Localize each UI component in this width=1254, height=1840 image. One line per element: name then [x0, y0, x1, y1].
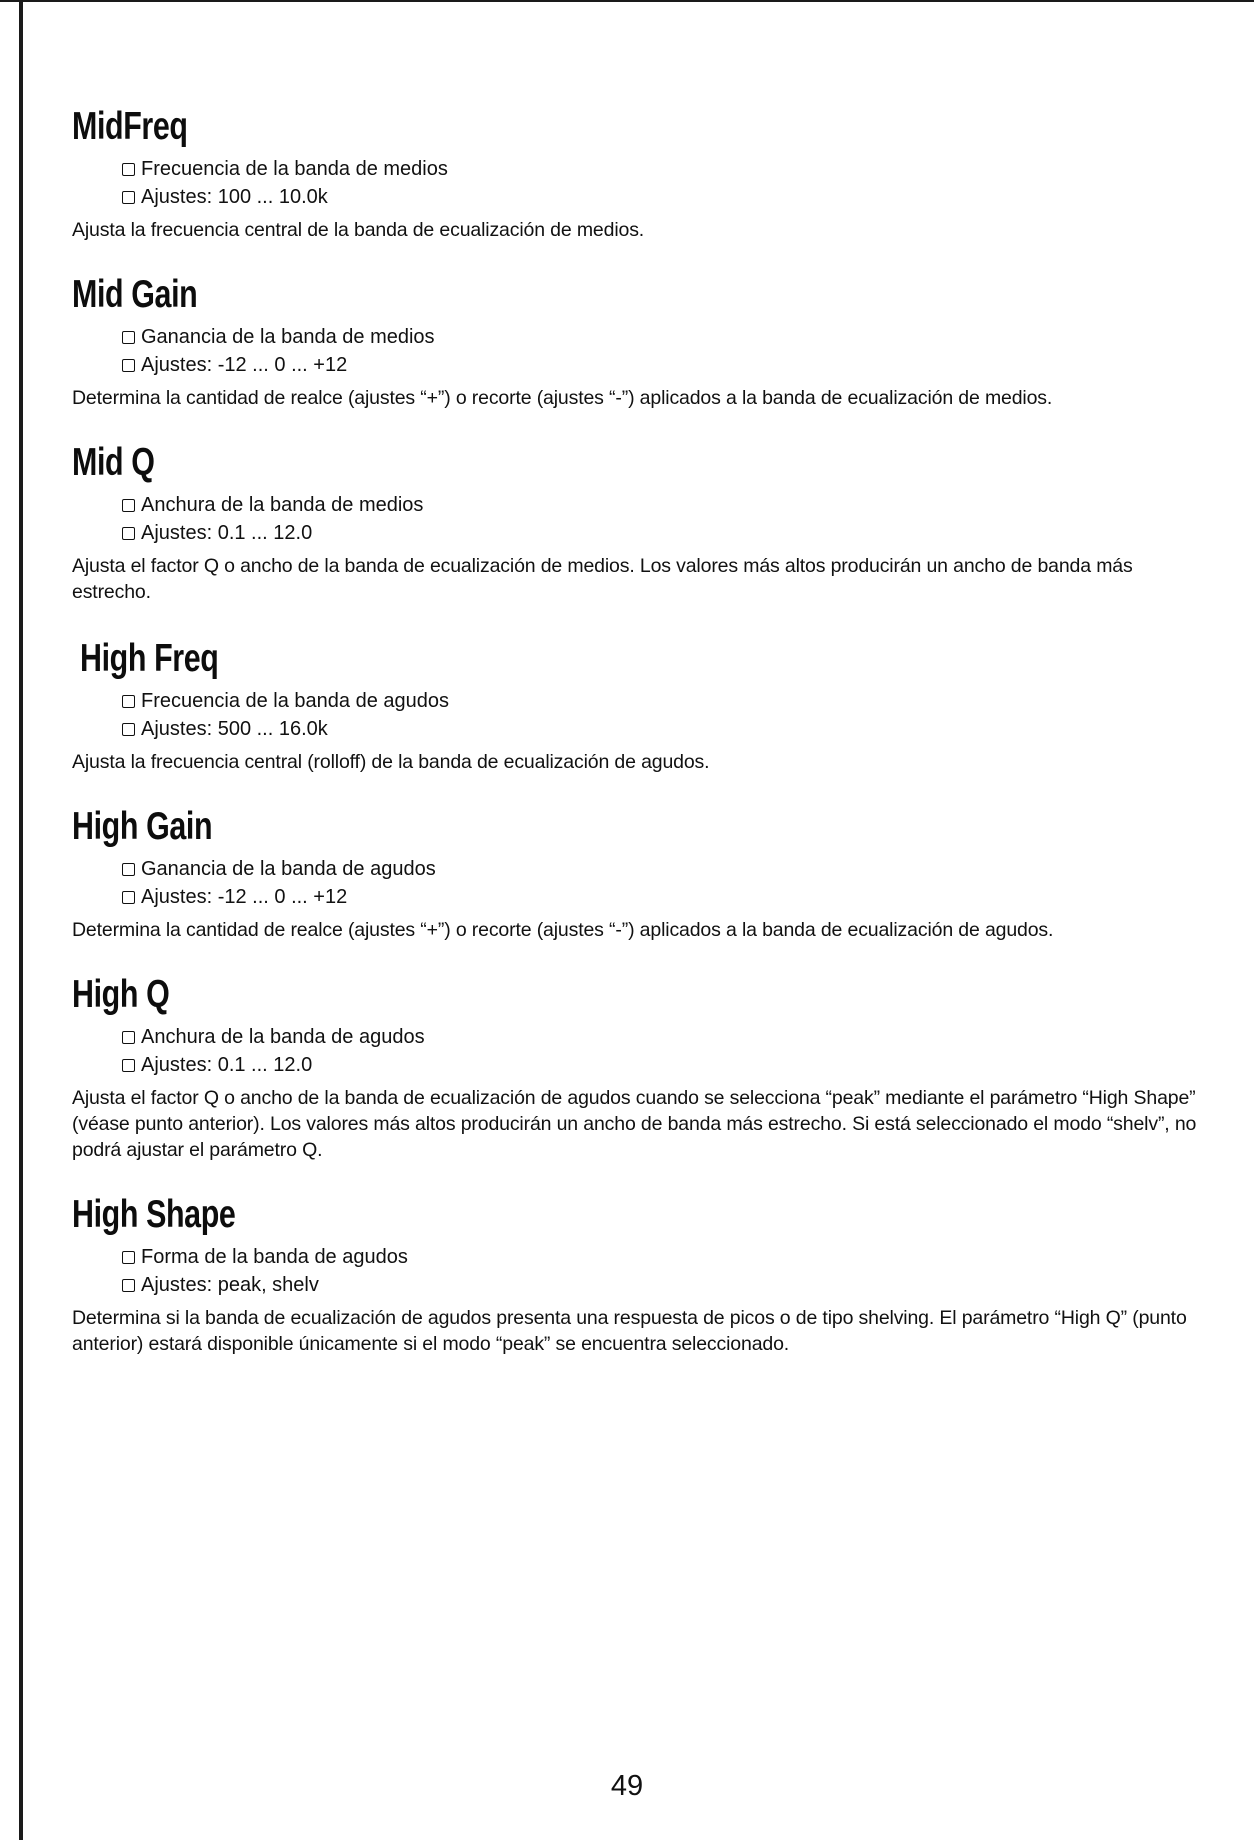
bullet-text: Ganancia de la banda de agudos [141, 858, 436, 880]
section-title: High Shape [72, 1193, 236, 1236]
bullet-list [122, 855, 1202, 911]
list-item [122, 183, 1202, 211]
list-item [122, 687, 1202, 715]
section-description: Determina la cantidad de realce (ajustes “+”) o recorte (ajustes “-”) aplicados a la banda de ecualización de medios. [72, 387, 1053, 409]
bullet-list [122, 687, 1202, 743]
section-title: High Gain [72, 805, 213, 848]
page-top-edge [0, 0, 1254, 2]
checkbox-bullet-icon [122, 863, 135, 876]
bullet-text: Ajustes: 0.1 ... 12.0 [141, 522, 313, 544]
section-description: Ajusta el factor Q o ancho de la banda de ecualización de agudos cuando se selecciona “peak” mediante el parámetro “High Shape” (véase punto anterior). Los valores más altos producirán un ancho de banda más estrecho. Si está seleccionado el modo “shelv”, no podrá ajustar el parámetro Q. [72, 1087, 1197, 1161]
checkbox-bullet-icon [122, 1031, 135, 1044]
section-description: Determina si la banda de ecualización de agudos presenta una respuesta de picos o de tipo shelving. El parámetro “High Q” (punto anterior) estará disponible únicamente si el modo “peak” se encuentra seleccionado. [72, 1307, 1187, 1355]
bullet-list [122, 155, 1202, 211]
bullet-text: Ganancia de la banda de medios [141, 326, 435, 348]
list-item [122, 155, 1202, 183]
checkbox-bullet-icon [122, 331, 135, 344]
list-item [122, 1243, 1202, 1271]
bullet-text: Ajustes: -12 ... 0 ... +12 [141, 354, 348, 376]
checkbox-bullet-icon [122, 1059, 135, 1072]
section-description: Ajusta la frecuencia central de la banda de ecualización de medios. [72, 219, 645, 241]
section-title: High Q [72, 973, 170, 1016]
list-item [122, 519, 1202, 547]
list-item [122, 715, 1202, 743]
section-description: Ajusta la frecuencia central (rolloff) de la banda de ecualización de agudos. [72, 751, 710, 773]
bullet-text: Frecuencia de la banda de medios [141, 158, 448, 180]
bullet-text: Anchura de la banda de medios [141, 494, 424, 516]
list-item [122, 1271, 1202, 1299]
bullet-text: Frecuencia de la banda de agudos [141, 690, 450, 712]
bullet-text: Ajustes: 0.1 ... 12.0 [141, 1054, 313, 1076]
section-highq [72, 971, 1202, 1163]
section-title: High Freq [80, 637, 219, 680]
bullet-list [122, 1023, 1202, 1079]
checkbox-bullet-icon [122, 527, 135, 540]
section-midgain [72, 271, 1202, 411]
checkbox-bullet-icon [122, 191, 135, 204]
bullet-text: Ajustes: -12 ... 0 ... +12 [141, 886, 348, 908]
bullet-text: Ajustes: peak, shelv [141, 1274, 319, 1296]
section-midq [72, 439, 1202, 605]
bullet-list [122, 1243, 1202, 1299]
checkbox-bullet-icon [122, 499, 135, 512]
checkbox-bullet-icon [122, 695, 135, 708]
section-highshape [72, 1191, 1202, 1357]
bullet-text: Ajustes: 500 ... 16.0k [141, 718, 328, 740]
list-item [122, 1051, 1202, 1079]
checkbox-bullet-icon [122, 1279, 135, 1292]
bullet-text: Ajustes: 100 ... 10.0k [141, 186, 328, 208]
section-description: Ajusta el factor Q o ancho de la banda de ecualización de medios. Los valores más altos producirán un ancho de banda más estrecho. [72, 555, 1133, 603]
section-description: Determina la cantidad de realce (ajustes “+”) o recorte (ajustes “-”) aplicados a la banda de ecualización de agudos. [72, 919, 1054, 941]
document-body [72, 103, 1202, 1357]
bullet-list [122, 323, 1202, 379]
list-item [122, 1023, 1202, 1051]
section-title: Mid Gain [72, 273, 198, 316]
list-item [122, 491, 1202, 519]
list-item [122, 883, 1202, 911]
page-number: 49 [610, 1770, 644, 1802]
bullet-text: Anchura de la banda de agudos [141, 1026, 425, 1048]
section-title: Mid Q [72, 441, 155, 484]
section-midfreq [72, 103, 1202, 243]
section-title: MidFreq [72, 105, 188, 148]
checkbox-bullet-icon [122, 891, 135, 904]
checkbox-bullet-icon [122, 723, 135, 736]
list-item [122, 351, 1202, 379]
checkbox-bullet-icon [122, 359, 135, 372]
list-item [122, 323, 1202, 351]
section-highfreq [72, 635, 1202, 775]
section-highgain [72, 803, 1202, 943]
list-item [122, 855, 1202, 883]
checkbox-bullet-icon [122, 1251, 135, 1264]
bullet-list [122, 491, 1202, 547]
page-left-edge [19, 0, 23, 1840]
checkbox-bullet-icon [122, 163, 135, 176]
bullet-text: Forma de la banda de agudos [141, 1246, 408, 1268]
